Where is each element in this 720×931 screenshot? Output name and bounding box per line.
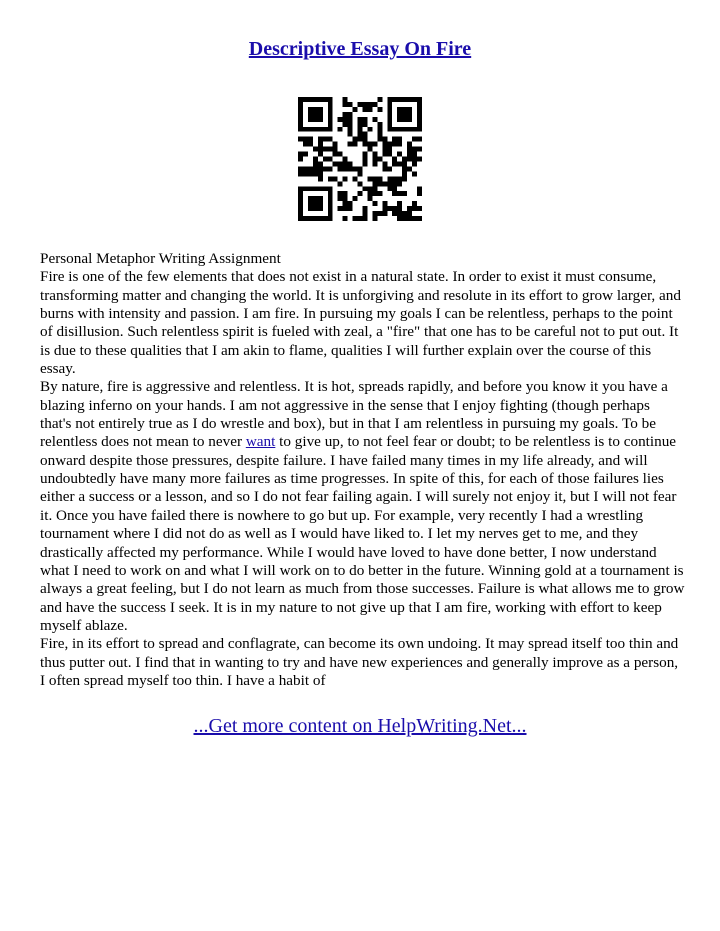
essay-paragraph-3: Fire, in its effort to spread and conflagrate, can become its own undoing. It may spread itself too thin and thus putter out. I find that in wanting to try and have new experiences and generally improve as a person, I often spread myself too thin. I have a habit of (40, 635, 679, 689)
more-content-container (0, 715, 720, 738)
essay-paragraph-1: Fire is one of the few elements that does not exist in a natural state. In order to exist it must consume, transforming matter and changing the world. It is unforgiving and resolute in its effort to grow larger, and burns with intensity and passion. I am fire. In pursuing my goals I can be relentless, perhaps to the point of disillusion. Such relentless spirit is fueled with zeal, a "fire" that one has to be careful not to put out. It is due to these qualities that I am akin to flame, qualities I will further explain over the course of this essay. (40, 268, 681, 378)
essay-heading: Personal Metaphor Writing Assignment (40, 250, 281, 267)
essay-paragraph-2 (40, 378, 685, 635)
want-link[interactable]: want (245, 433, 276, 451)
essay-body (40, 250, 685, 690)
qr-code-icon (298, 97, 422, 221)
paragraph-2-text-start: By nature, fire is aggressive and relentless. It is hot, spreads rapidly, and before you know it you have a blazing inferno on your hands. I am not aggressive in the sense that I enjoy fighting (though perhaps that's not entirely true as I do wrestle and box), but in that I am relentless in pursuing my goals. To be relentless does not mean to never (40, 378, 668, 451)
page-title-link[interactable]: Descriptive Essay On Fire (248, 38, 472, 60)
more-content-link[interactable]: ...Get more content on HelpWriting.Net... (193, 715, 527, 737)
paragraph-2-text-end: to give up, to not feel fear or doubt; to be relentless is to continue onward despite those pressures, despite failure. I have failed many times in my life already, and will undoubtedly have many more failures as time progresses. In spite of this, for each of those failures lies either a success or a lesson, and so I do not fear failing again. I will surely not enjoy it, but I will not fear it. Once you have failed there is nowhere to go but up. For example, very recently I had a wrestling tournament where I did not do as well as I would have liked to. I let my nerves get to me, and they drastically affected my performance. While I would have loved to have done better, I now understand what I need to work on and what I will work on to do better in the future. Winning gold at a tournament is always a great feeling, but I do not learn as much from those successes. Failure is what allows me to grow and have the success I seek. It is in my nature to not give up that I am fire, working with effort to keep myself ablaze. (40, 433, 685, 634)
title-container (0, 38, 720, 61)
